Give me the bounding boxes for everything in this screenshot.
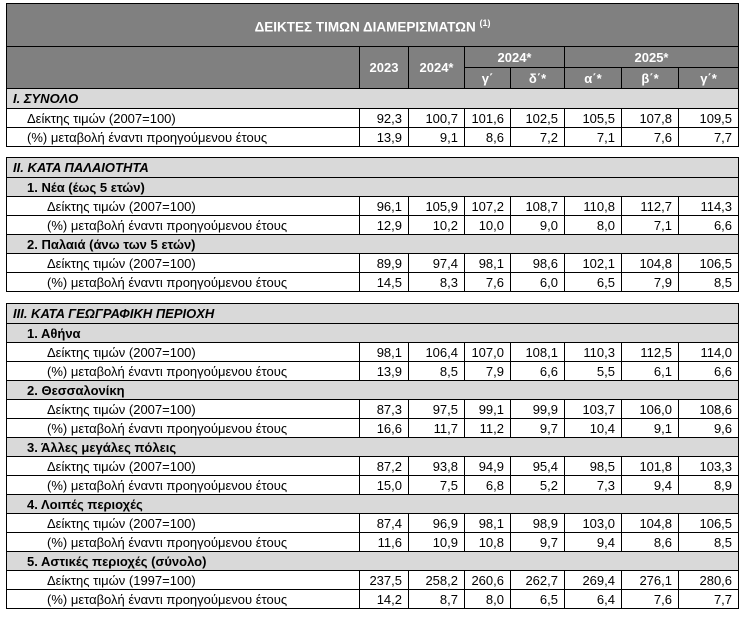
value-cell: 8,6 <box>622 533 679 552</box>
table-title: ΔΕΙΚΤΕΣ ΤΙΜΩΝ ΔΙΑΜΕΡΙΣΜΑΤΩΝ $^{(1)}$ <box>7 4 739 47</box>
value-cell: 105,9 <box>409 197 465 216</box>
group-header-row <box>7 235 739 254</box>
table-row <box>7 457 739 476</box>
value-cell: 94,9 <box>465 457 511 476</box>
table-row <box>7 514 739 533</box>
value-cell: 9,4 <box>622 476 679 495</box>
value-cell: 258,2 <box>409 571 465 590</box>
value-cell: 106,5 <box>679 254 739 273</box>
value-cell: 9,7 <box>511 533 565 552</box>
value-cell: 97,5 <box>409 400 465 419</box>
value-cell: 93,8 <box>409 457 465 476</box>
value-cell: 9,1 <box>409 128 465 147</box>
header-row-1 <box>7 47 739 68</box>
value-cell: 10,2 <box>409 216 465 235</box>
value-cell: 5,2 <box>511 476 565 495</box>
value-cell: 10,9 <box>409 533 465 552</box>
value-cell: 7,1 <box>622 216 679 235</box>
value-cell: 276,1 <box>622 571 679 590</box>
header-2025-group: 2025* <box>565 47 739 68</box>
value-cell: 7,5 <box>409 476 465 495</box>
value-cell: 9,7 <box>511 419 565 438</box>
value-cell: 7,3 <box>565 476 622 495</box>
value-cell: 107,2 <box>465 197 511 216</box>
row-label: Δείκτης τιμών (2007=100) <box>7 109 360 128</box>
value-cell: 108,1 <box>511 343 565 362</box>
header-q4-2024: δ΄* <box>511 68 565 89</box>
value-cell: 6,6 <box>679 362 739 381</box>
group-title-text: 1. Αθήνα <box>27 325 81 341</box>
value-cell: 114,0 <box>679 343 739 362</box>
group-header-row <box>7 552 739 571</box>
header-2023: 2023 <box>360 47 409 89</box>
value-cell: 10,0 <box>465 216 511 235</box>
value-cell: 104,8 <box>622 514 679 533</box>
value-cell: 14,5 <box>360 273 409 292</box>
group-title-text: 1. Νέα (έως 5 ετών) <box>27 179 145 195</box>
value-cell: 10,4 <box>565 419 622 438</box>
title-footnote-ref: (1) <box>479 17 491 28</box>
value-cell: 8,0 <box>565 216 622 235</box>
value-cell: 105,5 <box>565 109 622 128</box>
row-label: (%) μεταβολή έναντι προηγούμενου έτους <box>7 533 360 552</box>
value-cell: 7,7 <box>679 590 739 609</box>
group-header-row <box>7 381 739 400</box>
value-cell: 269,4 <box>565 571 622 590</box>
header-q3-2024: γ΄ <box>465 68 511 89</box>
table-row <box>7 362 739 381</box>
value-cell: 7,6 <box>622 128 679 147</box>
spacer-cell <box>7 292 739 304</box>
group-title-text: 4. Λοιπές περιοχές <box>27 496 143 512</box>
value-cell: 110,8 <box>565 197 622 216</box>
value-cell: 6,0 <box>511 273 565 292</box>
group-title <box>7 495 739 514</box>
value-cell: 14,2 <box>360 590 409 609</box>
value-cell: 10,8 <box>465 533 511 552</box>
value-cell: 87,2 <box>360 457 409 476</box>
spacer-cell <box>7 147 739 158</box>
row-label: Δείκτης τιμών (2007=100) <box>7 457 360 476</box>
value-cell: 106,4 <box>409 343 465 362</box>
row-label: Δείκτης τιμών (2007=100) <box>7 400 360 419</box>
header-q2-2025: β΄* <box>622 68 679 89</box>
value-cell: 260,6 <box>465 571 511 590</box>
value-cell: 103,7 <box>565 400 622 419</box>
value-cell: 108,7 <box>511 197 565 216</box>
value-cell: 112,5 <box>622 343 679 362</box>
value-cell: 9,6 <box>679 419 739 438</box>
value-cell: 13,9 <box>360 362 409 381</box>
table-row <box>7 254 739 273</box>
table-row <box>7 476 739 495</box>
header-q3-2025: γ΄* <box>679 68 739 89</box>
value-cell: 8,5 <box>409 362 465 381</box>
value-cell: 13,9 <box>360 128 409 147</box>
section-header-row <box>7 158 739 178</box>
group-title <box>7 324 739 343</box>
row-label: Δείκτης τιμών (1997=100) <box>7 571 360 590</box>
value-cell: 6,4 <box>565 590 622 609</box>
group-title <box>7 552 739 571</box>
group-title <box>7 438 739 457</box>
value-cell: 103,3 <box>679 457 739 476</box>
value-cell: 9,1 <box>622 419 679 438</box>
row-label: (%) μεταβολή έναντι προηγούμενου έτους <box>7 419 360 438</box>
value-cell: 6,8 <box>465 476 511 495</box>
table-title-row <box>7 4 739 47</box>
group-header-row <box>7 438 739 457</box>
value-cell: 106,5 <box>679 514 739 533</box>
value-cell: 110,3 <box>565 343 622 362</box>
value-cell: 16,6 <box>360 419 409 438</box>
value-cell: 108,6 <box>679 400 739 419</box>
value-cell: 11,2 <box>465 419 511 438</box>
group-title <box>7 178 739 197</box>
value-cell: 99,9 <box>511 400 565 419</box>
row-label: (%) μεταβολή έναντι προηγούμενου έτους <box>7 362 360 381</box>
group-header-row <box>7 495 739 514</box>
value-cell: 112,7 <box>622 197 679 216</box>
value-cell: 6,6 <box>679 216 739 235</box>
table-row <box>7 343 739 362</box>
value-cell: 9,4 <box>565 533 622 552</box>
row-label: (%) μεταβολή έναντι προηγούμενου έτους <box>7 476 360 495</box>
value-cell: 89,9 <box>360 254 409 273</box>
value-cell: 101,6 <box>465 109 511 128</box>
value-cell: 6,5 <box>565 273 622 292</box>
value-cell: 102,5 <box>511 109 565 128</box>
value-cell: 262,7 <box>511 571 565 590</box>
table-row <box>7 419 739 438</box>
value-cell: 7,9 <box>465 362 511 381</box>
row-label: (%) μεταβολή έναντι προηγούμενου έτους <box>7 273 360 292</box>
value-cell: 96,9 <box>409 514 465 533</box>
value-cell: 7,1 <box>565 128 622 147</box>
section-header-row <box>7 89 739 109</box>
row-label: Δείκτης τιμών (2007=100) <box>7 254 360 273</box>
section-title: I. ΣΥΝΟΛΟ <box>7 89 739 109</box>
row-label: Δείκτης τιμών (2007=100) <box>7 197 360 216</box>
value-cell: 8,7 <box>409 590 465 609</box>
group-header-row <box>7 178 739 197</box>
table-row <box>7 273 739 292</box>
value-cell: 98,1 <box>360 343 409 362</box>
row-label: Δείκτης τιμών (2007=100) <box>7 343 360 362</box>
value-cell: 104,8 <box>622 254 679 273</box>
table-row <box>7 216 739 235</box>
value-cell: 114,3 <box>679 197 739 216</box>
spacer-row <box>7 147 739 158</box>
group-header-row <box>7 324 739 343</box>
value-cell: 95,4 <box>511 457 565 476</box>
value-cell: 102,1 <box>565 254 622 273</box>
value-cell: 8,0 <box>465 590 511 609</box>
value-cell: 97,4 <box>409 254 465 273</box>
table-row <box>7 590 739 609</box>
value-cell: 87,4 <box>360 514 409 533</box>
value-cell: 99,1 <box>465 400 511 419</box>
value-cell: 107,0 <box>465 343 511 362</box>
value-cell: 11,6 <box>360 533 409 552</box>
value-cell: 96,1 <box>360 197 409 216</box>
group-title-text: 5. Αστικές περιοχές (σύνολο) <box>27 553 207 569</box>
table-row <box>7 533 739 552</box>
table-row <box>7 197 739 216</box>
value-cell: 100,7 <box>409 109 465 128</box>
value-cell: 7,6 <box>465 273 511 292</box>
value-cell: 6,6 <box>511 362 565 381</box>
section-header-row <box>7 304 739 324</box>
value-cell: 280,6 <box>679 571 739 590</box>
table-row <box>7 128 739 147</box>
value-cell: 11,7 <box>409 419 465 438</box>
header-q1-2025: α΄* <box>565 68 622 89</box>
price-index-table-container <box>6 3 738 609</box>
header-blank-cell <box>7 47 360 89</box>
value-cell: 8,5 <box>679 273 739 292</box>
value-cell: 8,3 <box>409 273 465 292</box>
value-cell: 98,5 <box>565 457 622 476</box>
value-cell: 6,1 <box>622 362 679 381</box>
value-cell: 9,0 <box>511 216 565 235</box>
value-cell: 109,5 <box>679 109 739 128</box>
value-cell: 8,6 <box>465 128 511 147</box>
value-cell: 5,5 <box>565 362 622 381</box>
group-title-text: 2. Παλαιά (άνω των 5 ετών) <box>27 236 196 252</box>
section-title: II. ΚΑΤΑ ΠΑΛΑΙΟΤΗΤΑ <box>7 158 739 178</box>
group-title-text: 3. Άλλες μεγάλες πόλεις <box>27 439 177 455</box>
value-cell: 12,9 <box>360 216 409 235</box>
row-label: (%) μεταβολή έναντι προηγούμενου έτους <box>7 128 360 147</box>
table-row <box>7 109 739 128</box>
value-cell: 98,1 <box>465 254 511 273</box>
row-label: (%) μεταβολή έναντι προηγούμενου έτους <box>7 216 360 235</box>
value-cell: 8,5 <box>679 533 739 552</box>
table-row <box>7 400 739 419</box>
value-cell: 8,9 <box>679 476 739 495</box>
price-index-table <box>6 3 739 609</box>
value-cell: 6,5 <box>511 590 565 609</box>
table-row <box>7 571 739 590</box>
section-title: III. ΚΑΤΑ ΓΕΩΓΡΑΦΙΚΗ ΠΕΡΙΟΧΗ <box>7 304 739 324</box>
value-cell: 237,5 <box>360 571 409 590</box>
value-cell: 101,8 <box>622 457 679 476</box>
value-cell: 7,6 <box>622 590 679 609</box>
group-title-text: 2. Θεσσαλονίκη <box>27 382 125 398</box>
value-cell: 106,0 <box>622 400 679 419</box>
group-title <box>7 235 739 254</box>
value-cell: 98,6 <box>511 254 565 273</box>
spacer-row <box>7 292 739 304</box>
value-cell: 7,7 <box>679 128 739 147</box>
row-label: Δείκτης τιμών (2007=100) <box>7 514 360 533</box>
row-label: (%) μεταβολή έναντι προηγούμενου έτους <box>7 590 360 609</box>
value-cell: 98,1 <box>465 514 511 533</box>
value-cell: 107,8 <box>622 109 679 128</box>
group-title <box>7 381 739 400</box>
value-cell: 7,2 <box>511 128 565 147</box>
value-cell: 7,9 <box>622 273 679 292</box>
value-cell: 92,3 <box>360 109 409 128</box>
header-2024: 2024* <box>409 47 465 89</box>
value-cell: 103,0 <box>565 514 622 533</box>
header-2024-group: 2024* <box>465 47 565 68</box>
value-cell: 15,0 <box>360 476 409 495</box>
value-cell: 98,9 <box>511 514 565 533</box>
value-cell: 87,3 <box>360 400 409 419</box>
